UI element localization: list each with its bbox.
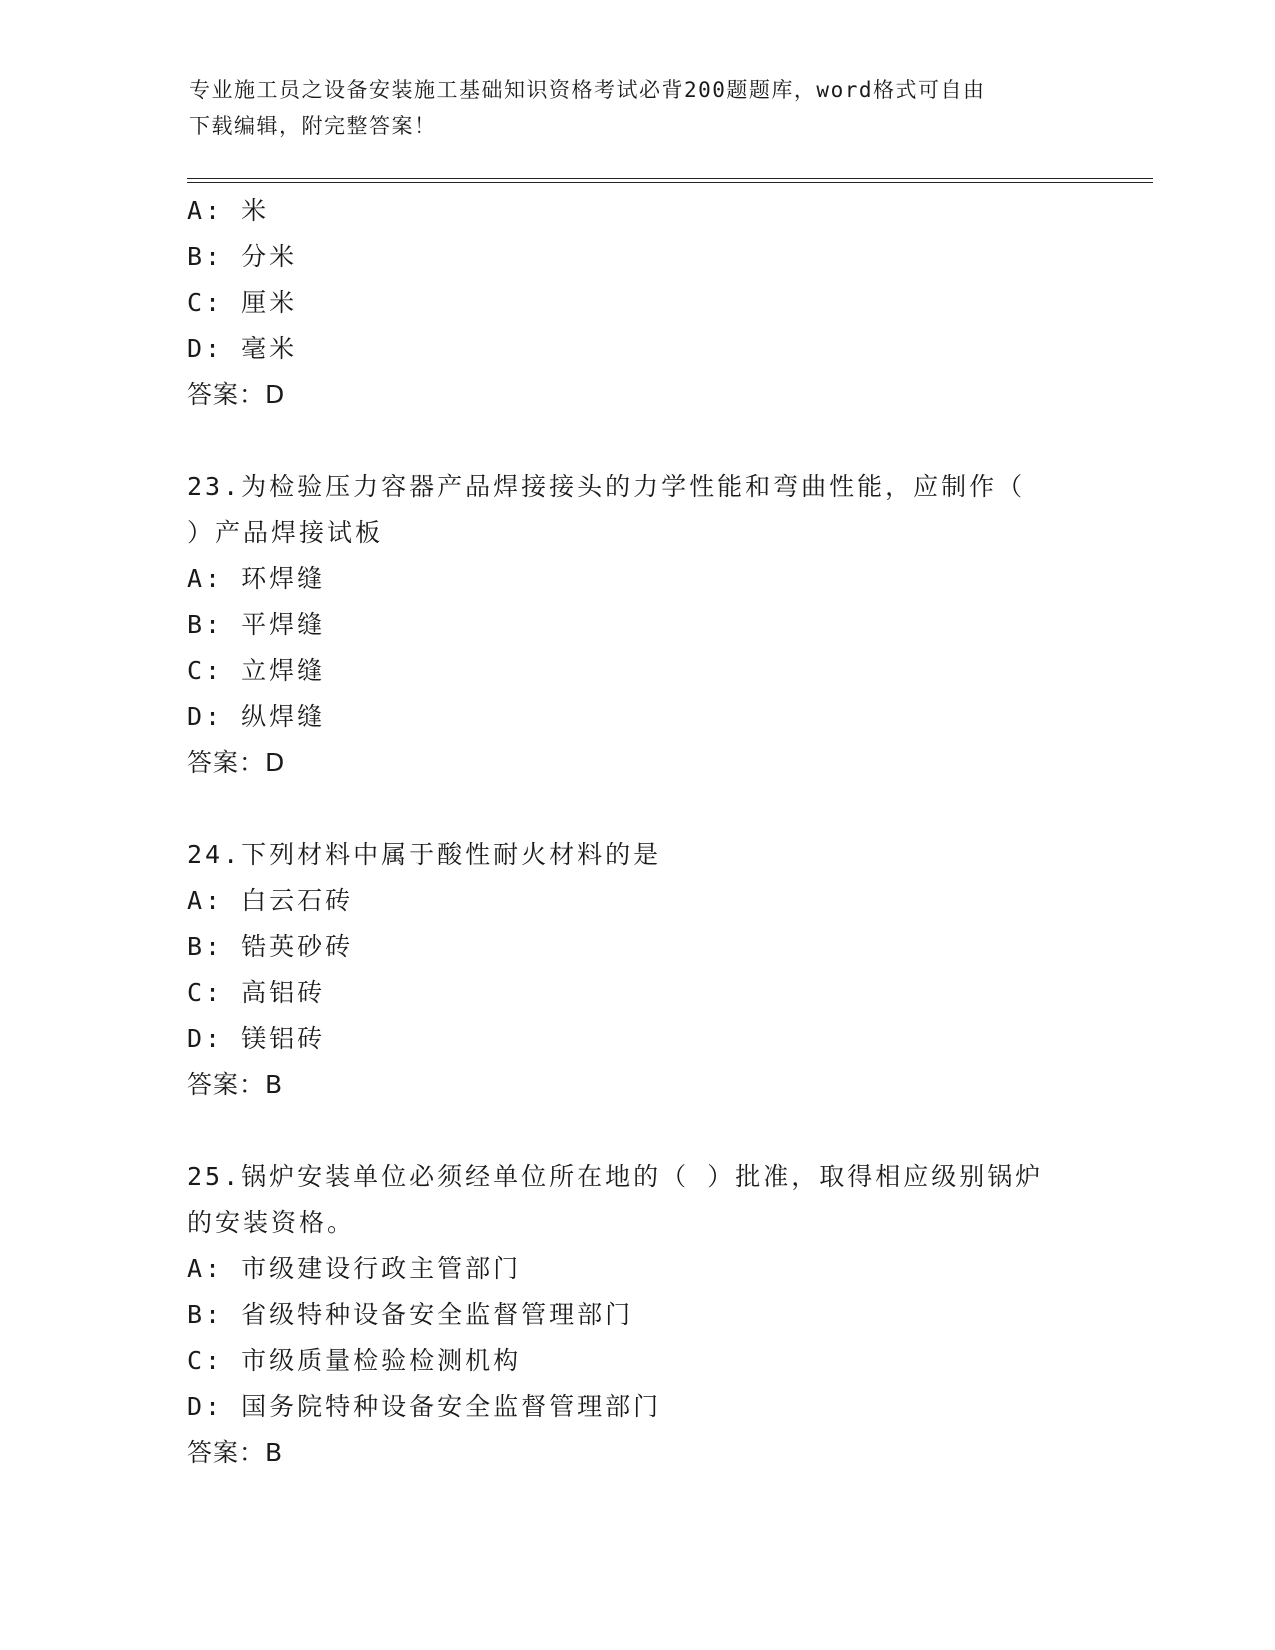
option-d: D: 纵焊缝 [187, 702, 326, 731]
header-line-2: 下载编辑，附完整答案！ [189, 114, 437, 138]
option-b: B: 平焊缝 [187, 610, 326, 639]
header-divider-top [187, 178, 1153, 179]
option-d: D: 镁铝砖 [187, 1024, 326, 1053]
option-b: B: 省级特种设备安全监督管理部门 [187, 1300, 634, 1329]
question-text-line-1: 24.下列材料中属于酸性耐火材料的是 [187, 840, 662, 869]
question-text-line-1: 25.锅炉安装单位必须经单位所在地的（ ）批准，取得相应级别锅炉 [187, 1162, 1044, 1191]
question-list [187, 188, 1087, 1476]
question-text-line-1: 23.为检验压力容器产品焊接接头的力学性能和弯曲性能，应制作（ [187, 472, 1026, 501]
option-b: B: 锆英砂砖 [187, 932, 354, 961]
option-d: D: 国务院特种设备安全监督管理部门 [187, 1392, 662, 1421]
question-block-22 [187, 188, 1087, 418]
header-line-1: 专业施工员之设备安装施工基础知识资格考试必背200题题库，word格式可自由 [189, 78, 986, 102]
header-divider-bottom [187, 182, 1153, 183]
option-c: C: 厘米 [187, 288, 298, 317]
answer-line: 答案：B [187, 1438, 284, 1467]
block-spacer [187, 1108, 1087, 1154]
option-a: A: 环焊缝 [187, 564, 326, 593]
question-text-line-2: 的安装资格。 [187, 1208, 356, 1237]
question-text-line-2: ）产品焊接试板 [187, 518, 384, 547]
answer-line: 答案：B [187, 1070, 284, 1099]
question-block-23 [187, 464, 1087, 786]
document-header [189, 72, 1069, 144]
answer-line: 答案：D [187, 380, 286, 409]
option-a: A: 白云石砖 [187, 886, 354, 915]
answer-line: 答案：D [187, 748, 286, 777]
block-spacer [187, 418, 1087, 464]
option-c: C: 高铝砖 [187, 978, 326, 1007]
option-a: A: 米 [187, 196, 270, 225]
question-block-25 [187, 1154, 1087, 1476]
block-spacer [187, 786, 1087, 832]
option-d: D: 毫米 [187, 334, 298, 363]
option-c: C: 市级质量检验检测机构 [187, 1346, 522, 1375]
question-block-24 [187, 832, 1087, 1108]
option-b: B: 分米 [187, 242, 298, 271]
option-a: A: 市级建设行政主管部门 [187, 1254, 522, 1283]
option-c: C: 立焊缝 [187, 656, 326, 685]
